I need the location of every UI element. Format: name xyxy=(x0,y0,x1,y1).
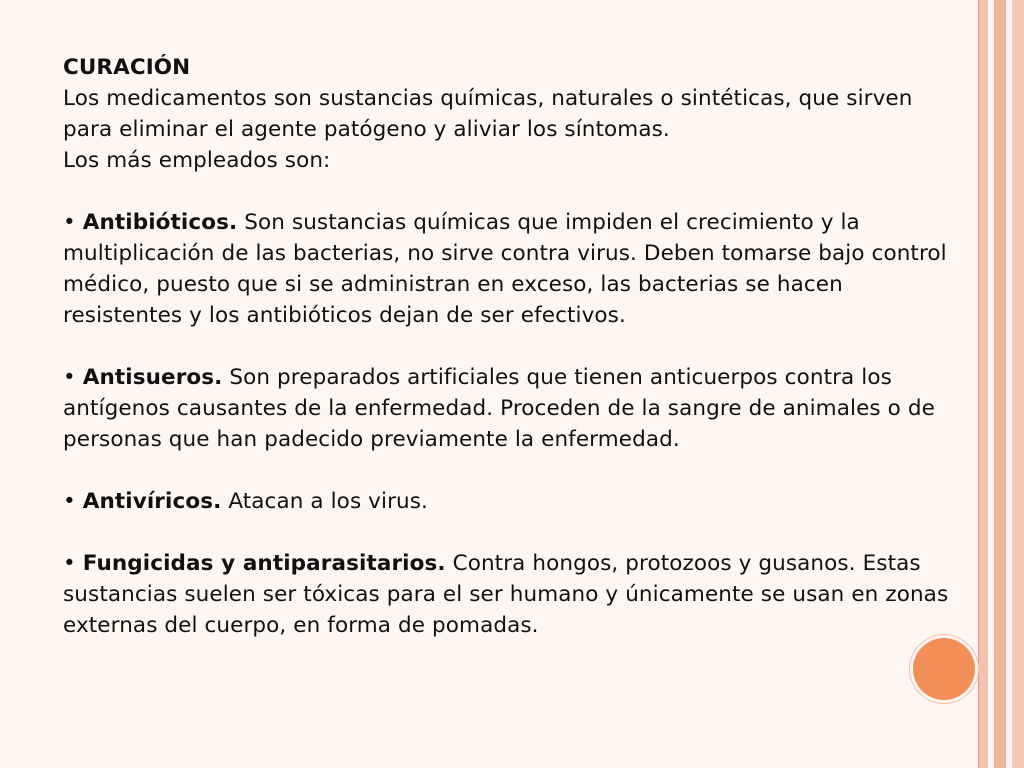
list-item xyxy=(63,548,968,641)
item-term: Fungicidas y antiparasitarios. xyxy=(82,551,446,576)
slide-text-body xyxy=(63,52,968,641)
list-item xyxy=(63,207,968,331)
item-term: Antisueros. xyxy=(82,365,223,390)
bullet: • xyxy=(63,210,76,235)
decorative-circle xyxy=(913,638,975,700)
decorative-border-stripe xyxy=(978,0,988,768)
list-item xyxy=(63,362,968,455)
decorative-border-stripe xyxy=(994,0,1006,768)
item-term: Antibióticos. xyxy=(82,210,238,235)
bullet: • xyxy=(63,489,76,514)
list-item xyxy=(63,486,968,517)
spacer xyxy=(63,176,968,207)
lead-paragraph: Los más empleados son: xyxy=(63,148,331,173)
item-text: Son sustancias químicas que impiden el crecimiento y la multiplicación de las bacterias, no sirve contra virus. Deben tomarse bajo control médico, puesto que si se administran en exceso, las bacterias se hacen resistentes y los antibióticos dejan de ser efectivos. xyxy=(63,210,947,328)
item-text: Atacan a los virus. xyxy=(228,489,428,514)
spacer xyxy=(63,517,968,548)
spacer xyxy=(63,331,968,362)
decorative-border-stripe xyxy=(1012,0,1024,768)
item-term: Antivíricos. xyxy=(82,489,222,514)
intro-paragraph: Los medicamentos son sustancias químicas, naturales o sintéticas, que sirven para eliminar el agente patógeno y aliviar los síntomas. xyxy=(63,86,913,142)
item-text: Son preparados artificiales que tienen anticuerpos contra los antígenos causantes de la enfermedad. Proceden de la sangre de animales o de personas que han padecido previamente la enfermedad. xyxy=(63,365,935,452)
bullet: • xyxy=(63,551,76,576)
item-text: Contra hongos, protozoos y gusanos. Estas sustancias suelen ser tóxicas para el ser humano y únicamente se usan en zonas externas del cuerpo, en forma de pomadas. xyxy=(63,551,949,638)
spacer xyxy=(63,455,968,486)
bullet: • xyxy=(63,365,76,390)
decorative-border-line xyxy=(978,0,979,768)
slide-heading: CURACIÓN xyxy=(63,55,191,80)
